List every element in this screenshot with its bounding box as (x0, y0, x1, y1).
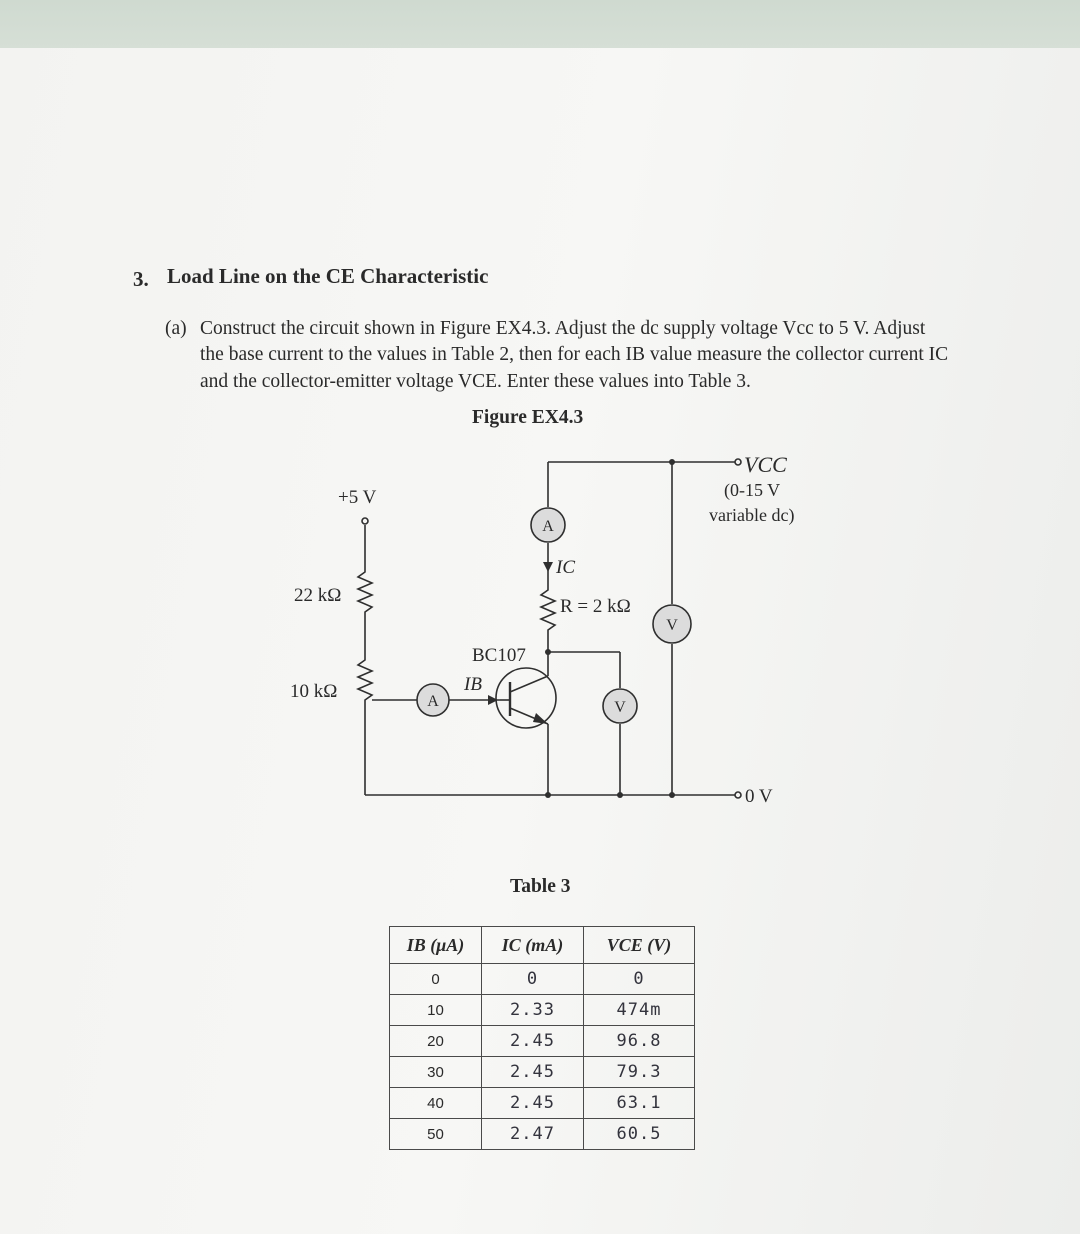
instruction-line-2: the base current to the values in Table 2, then for each IB value measure the collector current IC (200, 344, 949, 365)
header-ic: IC (mA) (482, 927, 584, 964)
terminal-ground (735, 792, 741, 798)
transistor-label: BC107 (472, 645, 526, 666)
resistor-divider (358, 538, 372, 795)
cell-ic: 0 (482, 964, 584, 995)
cell-ic: 2.45 (482, 1026, 584, 1057)
cell-vce: 79.3 (584, 1057, 695, 1088)
cell-ib: 40 (390, 1088, 482, 1119)
emitter-arrow (533, 713, 548, 724)
cell-vce: 63.1 (584, 1088, 695, 1119)
table-header-row (390, 927, 695, 964)
figure-title: Figure EX4.3 (472, 407, 584, 428)
cell-ib: 10 (390, 995, 482, 1026)
ammeter-collector-label: A (542, 518, 554, 535)
table-row (390, 1119, 695, 1150)
cell-vce: 60.5 (584, 1119, 695, 1150)
cell-ic: 2.45 (482, 1057, 584, 1088)
ammeter-base-label: A (427, 693, 439, 710)
table-row (390, 995, 695, 1026)
cell-vce: 474m (584, 995, 695, 1026)
rc-label: R = 2 kΩ (560, 596, 631, 617)
cell-ic: 2.33 (482, 995, 584, 1026)
cell-ib: 50 (390, 1119, 482, 1150)
table-title: Table 3 (510, 876, 571, 897)
instruction-line-1: Construct the circuit shown in Figure EX4.3. Adjust the dc supply voltage Vcc to 5 V. Adjust (200, 318, 926, 339)
cell-ib: 30 (390, 1057, 482, 1088)
voltmeter-supply-label: V (666, 617, 678, 634)
table-row (390, 964, 695, 995)
supply-5v-label: +5 V (338, 487, 377, 508)
table-row (390, 1057, 695, 1088)
vcc-range-line-1: (0-15 V (724, 480, 781, 500)
ic-label: IC (556, 557, 575, 578)
table-row (390, 1026, 695, 1057)
ground-label: 0 V (745, 786, 773, 807)
voltmeter-ce-label: V (614, 699, 626, 716)
r2-label: 10 kΩ (290, 681, 338, 702)
vcc-label: VCC (744, 452, 787, 477)
cell-vce: 0 (584, 964, 695, 995)
instruction-line-3: and the collector-emitter voltage VCE. Enter these values into Table 3. (200, 371, 751, 392)
cell-ib: 0 (390, 964, 482, 995)
vcc-range-line-2: variable dc) (709, 505, 795, 525)
cell-ic: 2.45 (482, 1088, 584, 1119)
part-a-label: (a) (165, 318, 187, 339)
section-title: Load Line on the CE Characteristic (167, 264, 489, 288)
terminal-vcc (735, 459, 741, 465)
terminal-5v (362, 518, 368, 524)
cell-ib: 20 (390, 1026, 482, 1057)
data-table (389, 926, 695, 1150)
table-row (390, 1088, 695, 1119)
cell-ic: 2.47 (482, 1119, 584, 1150)
cell-vce: 96.8 (584, 1026, 695, 1057)
r1-label: 22 kΩ (294, 585, 342, 606)
section-number: 3. (133, 267, 149, 291)
ib-label: IB (464, 674, 482, 695)
header-ib: IB (μA) (390, 927, 482, 964)
collector-current-arrow (543, 562, 553, 572)
transistor-collector-lead (510, 676, 548, 692)
header-vce: VCE (V) (584, 927, 695, 964)
collector-resistor (541, 580, 555, 676)
